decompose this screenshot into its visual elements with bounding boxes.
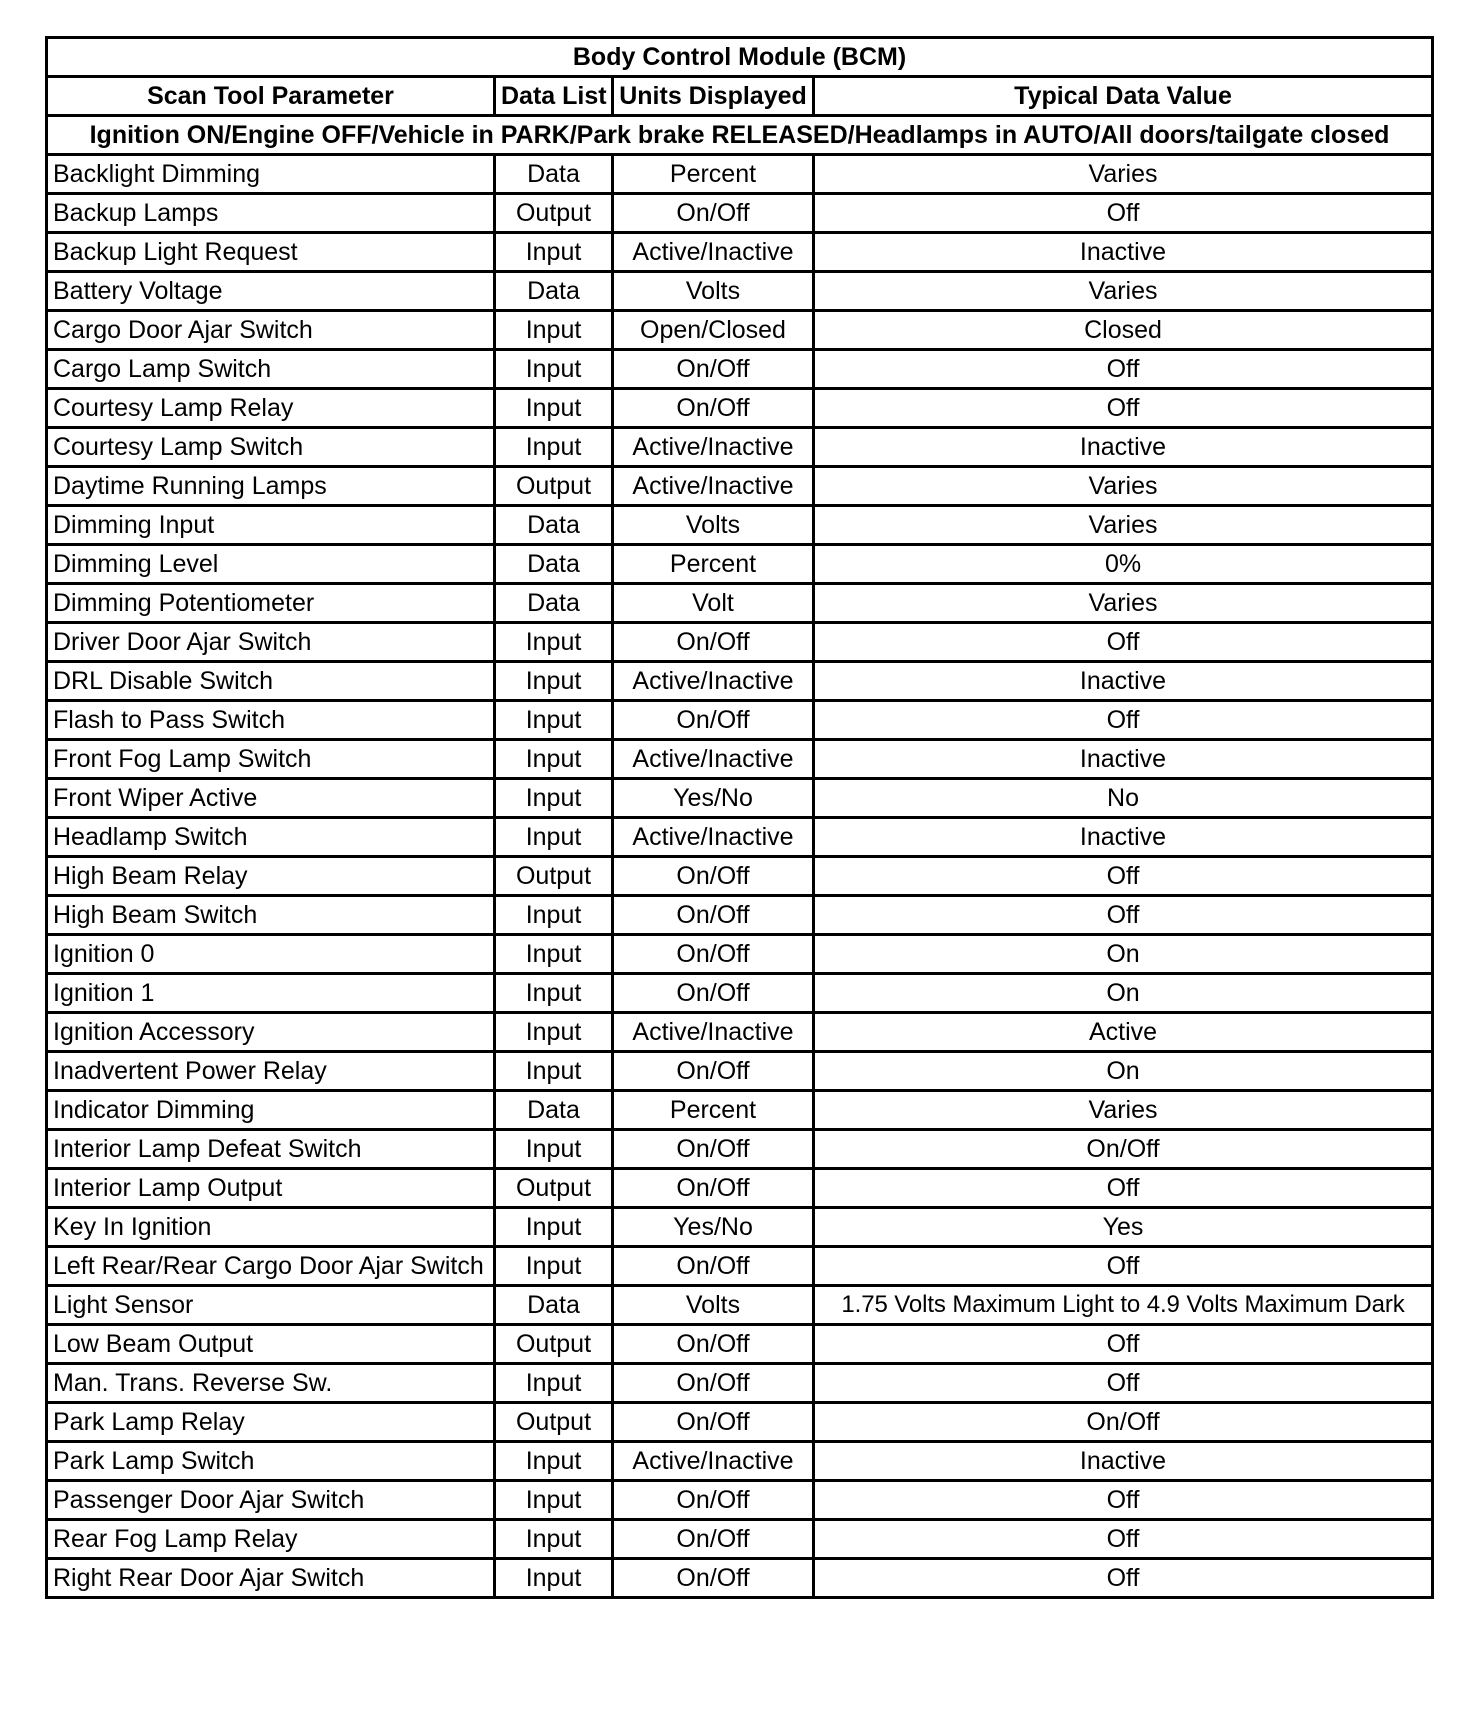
typical-data-value-cell: Off [814,1169,1433,1208]
units-displayed-cell: On/Off [613,350,814,389]
units-displayed-cell: On/Off [613,1130,814,1169]
typical-data-value-cell: Off [814,1520,1433,1559]
data-list-cell: Input [495,1520,613,1559]
data-list-cell: Input [495,1364,613,1403]
scan-tool-parameter-cell: Light Sensor [47,1286,495,1325]
data-list-cell: Input [495,428,613,467]
table-row [47,740,1433,779]
data-list-cell: Input [495,974,613,1013]
table-row [47,779,1433,818]
units-displayed-cell: On/Off [613,857,814,896]
scan-tool-parameter-cell: DRL Disable Switch [47,662,495,701]
table-row [47,662,1433,701]
table-row [47,350,1433,389]
header-row [47,77,1433,116]
scan-tool-parameter-cell: Front Wiper Active [47,779,495,818]
table-row [47,935,1433,974]
data-list-cell: Input [495,701,613,740]
typical-data-value-cell: Inactive [814,428,1433,467]
scan-tool-parameter-cell: Ignition 1 [47,974,495,1013]
typical-data-value-cell: On [814,974,1433,1013]
scan-tool-parameter-cell: Left Rear/Rear Cargo Door Ajar Switch [47,1247,495,1286]
column-header-typical-data-value: Typical Data Value [814,77,1433,116]
typical-data-value-cell: Off [814,857,1433,896]
units-displayed-cell: Yes/No [613,1208,814,1247]
data-list-cell: Input [495,1247,613,1286]
data-list-cell: Input [495,779,613,818]
table-row [47,896,1433,935]
typical-data-value-cell: On/Off [814,1403,1433,1442]
data-list-cell: Input [495,389,613,428]
typical-data-value-cell: Off [814,701,1433,740]
table-row [47,1247,1433,1286]
scan-tool-parameter-cell: Cargo Lamp Switch [47,350,495,389]
data-list-cell: Input [495,1481,613,1520]
scan-tool-parameter-cell: Ignition Accessory [47,1013,495,1052]
data-list-cell: Input [495,1130,613,1169]
units-displayed-cell: Volts [613,1286,814,1325]
scan-tool-parameter-cell: Inadvertent Power Relay [47,1052,495,1091]
units-displayed-cell: On/Off [613,935,814,974]
table-row [47,1481,1433,1520]
units-displayed-cell: Active/Inactive [613,428,814,467]
typical-data-value-cell: Inactive [814,233,1433,272]
typical-data-value-cell: Inactive [814,1442,1433,1481]
typical-data-value-cell: On/Off [814,1130,1433,1169]
table-row [47,1325,1433,1364]
units-displayed-cell: Percent [613,545,814,584]
column-header-units-displayed: Units Displayed [613,77,814,116]
data-list-cell: Output [495,1403,613,1442]
scan-tool-parameter-cell: Rear Fog Lamp Relay [47,1520,495,1559]
column-header-data-list: Data List [495,77,613,116]
units-displayed-cell: On/Off [613,1325,814,1364]
typical-data-value-cell: Yes [814,1208,1433,1247]
bcm-data-table [45,36,1434,1599]
scan-tool-parameter-cell: Ignition 0 [47,935,495,974]
table-row [47,974,1433,1013]
scan-tool-parameter-cell: Cargo Door Ajar Switch [47,311,495,350]
scan-tool-parameter-cell: Headlamp Switch [47,818,495,857]
units-displayed-cell: On/Off [613,1247,814,1286]
table-row [47,1169,1433,1208]
data-list-cell: Output [495,1325,613,1364]
data-list-cell: Output [495,1169,613,1208]
data-list-cell: Input [495,935,613,974]
scan-tool-parameter-cell: Park Lamp Relay [47,1403,495,1442]
data-list-cell: Input [495,1559,613,1598]
table-row [47,272,1433,311]
typical-data-value-cell: Inactive [814,662,1433,701]
units-displayed-cell: On/Off [613,389,814,428]
typical-data-value-cell: Varies [814,467,1433,506]
typical-data-value-cell: Off [814,1559,1433,1598]
data-list-cell: Data [495,584,613,623]
units-displayed-cell: Percent [613,155,814,194]
scan-tool-parameter-cell: Interior Lamp Output [47,1169,495,1208]
data-list-cell: Input [495,1052,613,1091]
scan-tool-parameter-cell: Courtesy Lamp Relay [47,389,495,428]
units-displayed-cell: On/Off [613,1481,814,1520]
units-displayed-cell: Yes/No [613,779,814,818]
data-list-cell: Data [495,1091,613,1130]
title-row [47,38,1433,77]
units-displayed-cell: On/Off [613,1052,814,1091]
scan-tool-parameter-cell: High Beam Relay [47,857,495,896]
data-list-cell: Input [495,233,613,272]
units-displayed-cell: Active/Inactive [613,662,814,701]
typical-data-value-cell: Off [814,1247,1433,1286]
data-list-cell: Data [495,155,613,194]
test-condition: Ignition ON/Engine OFF/Vehicle in PARK/Park brake RELEASED/Headlamps in AUTO/All doors/tailgate closed [47,116,1433,155]
typical-data-value-cell: Varies [814,155,1433,194]
typical-data-value-cell: Varies [814,584,1433,623]
table-row [47,428,1433,467]
table-row [47,1052,1433,1091]
units-displayed-cell: On/Off [613,1364,814,1403]
typical-data-value-cell: Active [814,1013,1433,1052]
units-displayed-cell: On/Off [613,1559,814,1598]
data-list-cell: Output [495,194,613,233]
data-list-cell: Data [495,545,613,584]
units-displayed-cell: On/Off [613,1520,814,1559]
typical-data-value-cell: No [814,779,1433,818]
data-list-cell: Input [495,1013,613,1052]
table-row [47,1208,1433,1247]
units-displayed-cell: Percent [613,1091,814,1130]
scan-tool-parameter-cell: Indicator Dimming [47,1091,495,1130]
scan-tool-parameter-cell: Backlight Dimming [47,155,495,194]
table-row [47,623,1433,662]
units-displayed-cell: On/Off [613,1169,814,1208]
scan-tool-parameter-cell: Dimming Level [47,545,495,584]
data-list-cell: Input [495,311,613,350]
typical-data-value-cell: On [814,1052,1433,1091]
scan-tool-parameter-cell: Interior Lamp Defeat Switch [47,1130,495,1169]
data-list-cell: Input [495,1208,613,1247]
scan-tool-parameter-cell: Right Rear Door Ajar Switch [47,1559,495,1598]
units-displayed-cell: On/Off [613,896,814,935]
typical-data-value-cell: 1.75 Volts Maximum Light to 4.9 Volts Maximum Dark [814,1286,1433,1325]
scan-tool-parameter-cell: Backup Light Request [47,233,495,272]
typical-data-value-cell: Varies [814,1091,1433,1130]
scan-tool-parameter-cell: Key In Ignition [47,1208,495,1247]
scan-tool-parameter-cell: Flash to Pass Switch [47,701,495,740]
typical-data-value-cell: Off [814,1481,1433,1520]
typical-data-value-cell: Off [814,1325,1433,1364]
units-displayed-cell: Active/Inactive [613,740,814,779]
table-row [47,857,1433,896]
scan-tool-parameter-cell: High Beam Switch [47,896,495,935]
column-header-scan-tool-parameter: Scan Tool Parameter [47,77,495,116]
table-row [47,1559,1433,1598]
units-displayed-cell: Open/Closed [613,311,814,350]
units-displayed-cell: On/Off [613,1403,814,1442]
units-displayed-cell: Active/Inactive [613,233,814,272]
scan-tool-parameter-cell: Dimming Potentiometer [47,584,495,623]
scan-tool-parameter-cell: Low Beam Output [47,1325,495,1364]
table-row [47,194,1433,233]
typical-data-value-cell: Off [814,389,1433,428]
units-displayed-cell: On/Off [613,194,814,233]
data-list-cell: Input [495,350,613,389]
typical-data-value-cell: Off [814,194,1433,233]
typical-data-value-cell: 0% [814,545,1433,584]
scan-tool-parameter-cell: Backup Lamps [47,194,495,233]
units-displayed-cell: Volts [613,272,814,311]
table-row [47,506,1433,545]
typical-data-value-cell: Off [814,350,1433,389]
table-row [47,584,1433,623]
table-row [47,1520,1433,1559]
typical-data-value-cell: Varies [814,272,1433,311]
typical-data-value-cell: On [814,935,1433,974]
data-list-cell: Input [495,662,613,701]
data-list-cell: Input [495,1442,613,1481]
units-displayed-cell: On/Off [613,701,814,740]
units-displayed-cell: On/Off [613,974,814,1013]
table-row [47,233,1433,272]
data-list-cell: Input [495,623,613,662]
table-row [47,1091,1433,1130]
scan-tool-parameter-cell: Driver Door Ajar Switch [47,623,495,662]
units-displayed-cell: Volt [613,584,814,623]
table-body [47,155,1433,1598]
typical-data-value-cell: Varies [814,506,1433,545]
data-list-cell: Output [495,857,613,896]
scan-tool-parameter-cell: Park Lamp Switch [47,1442,495,1481]
data-list-cell: Data [495,272,613,311]
typical-data-value-cell: Off [814,896,1433,935]
table-row [47,1130,1433,1169]
typical-data-value-cell: Inactive [814,818,1433,857]
units-displayed-cell: Active/Inactive [613,818,814,857]
table-title: Body Control Module (BCM) [47,38,1433,77]
table-row [47,467,1433,506]
scan-tool-parameter-cell: Dimming Input [47,506,495,545]
data-list-cell: Data [495,1286,613,1325]
scan-tool-parameter-cell: Man. Trans. Reverse Sw. [47,1364,495,1403]
table-row [47,389,1433,428]
table-row [47,701,1433,740]
data-list-cell: Input [495,740,613,779]
typical-data-value-cell: Inactive [814,740,1433,779]
typical-data-value-cell: Off [814,623,1433,662]
scan-tool-parameter-cell: Courtesy Lamp Switch [47,428,495,467]
scan-tool-parameter-cell: Battery Voltage [47,272,495,311]
table-row [47,1364,1433,1403]
units-displayed-cell: Active/Inactive [613,1442,814,1481]
data-list-cell: Data [495,506,613,545]
units-displayed-cell: Volts [613,506,814,545]
scan-tool-parameter-cell: Daytime Running Lamps [47,467,495,506]
units-displayed-cell: Active/Inactive [613,1013,814,1052]
table-row [47,155,1433,194]
table-row [47,1286,1433,1325]
table-row [47,545,1433,584]
units-displayed-cell: Active/Inactive [613,467,814,506]
data-list-cell: Input [495,818,613,857]
table-row [47,818,1433,857]
units-displayed-cell: On/Off [613,623,814,662]
table-row [47,1403,1433,1442]
typical-data-value-cell: Closed [814,311,1433,350]
scan-tool-parameter-cell: Front Fog Lamp Switch [47,740,495,779]
scan-tool-parameter-cell: Passenger Door Ajar Switch [47,1481,495,1520]
condition-row [47,116,1433,155]
table-row [47,1013,1433,1052]
data-list-cell: Input [495,896,613,935]
table-row [47,311,1433,350]
table-row [47,1442,1433,1481]
typical-data-value-cell: Off [814,1364,1433,1403]
data-list-cell: Output [495,467,613,506]
